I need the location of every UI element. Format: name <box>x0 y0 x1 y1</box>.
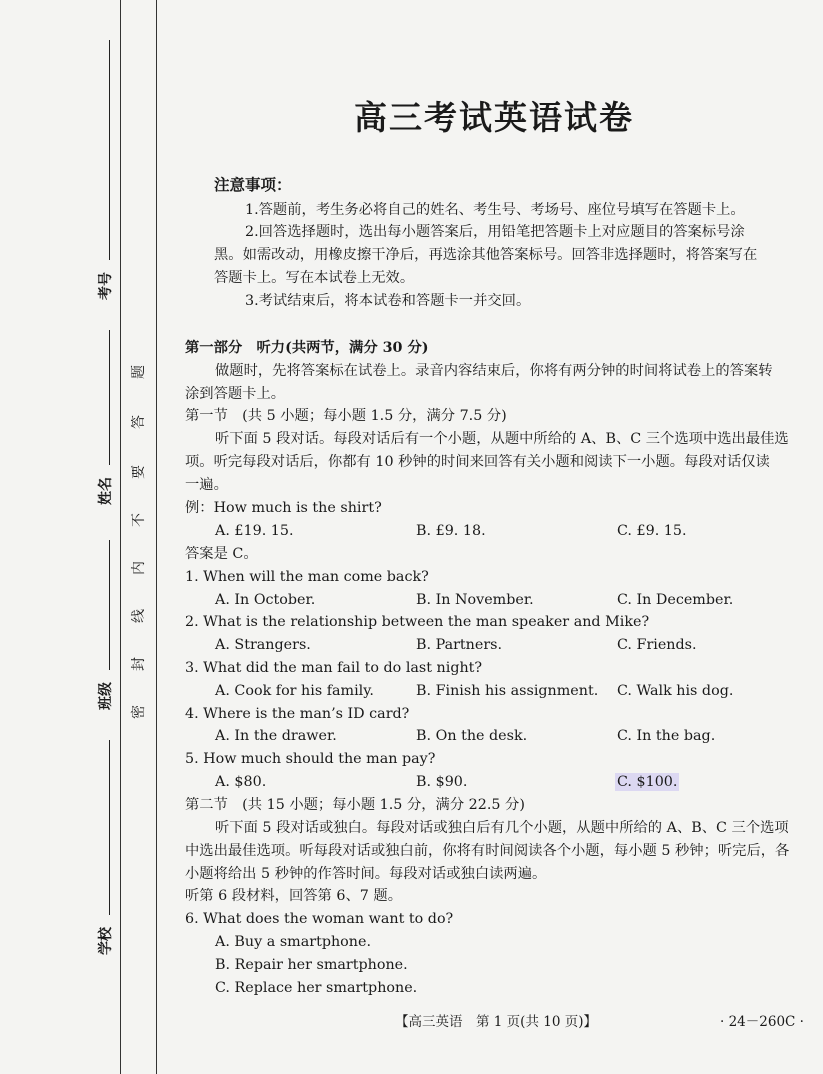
section-instruction: 小题将给出 5 秒钟的作答时间。每段对话或独白读两遍。 <box>185 866 547 882</box>
margin-divider-line <box>120 0 121 1074</box>
section-instruction: 听下面 5 段对话。每段对话后有一个小题，从题中所给的 A、B、C 三个选项中选出最佳选 <box>215 431 789 447</box>
seal-char: 封 <box>131 657 147 671</box>
option-b: B. On the desk. <box>416 728 528 744</box>
option-a: A. Cook for his family. <box>215 683 374 699</box>
seal-char: 密 <box>131 705 147 719</box>
option-a: A. In October. <box>215 592 316 608</box>
option-a: A. In the drawer. <box>215 728 337 744</box>
question-6: 6. What does the woman want to do? <box>185 911 454 927</box>
notice-line: 1.答题前，考生务必将自己的姓名、考生号、考场号、座位号填写在答题卡上。 <box>245 202 745 218</box>
option-a: A. £19. 15. <box>215 523 294 539</box>
option-b: B. £9. 18. <box>416 523 486 539</box>
seal-char: 线 <box>131 609 147 623</box>
name-label: 姓名 <box>98 477 114 505</box>
exam-number-line <box>109 40 110 260</box>
material-note: 听第 6 段材料，回答第 6、7 题。 <box>185 888 403 904</box>
option-c: C. In the bag. <box>617 728 716 744</box>
seal-char: 要 <box>131 465 147 479</box>
question-5: 5. How much should the man pay? <box>185 751 436 767</box>
option-b: B. Partners. <box>416 637 503 653</box>
paper-code: · 24－260C · <box>720 1014 804 1030</box>
notice-line: 黑。如需改动，用橡皮擦干净后，再选涂其他答案标号。回答非选择题时，将答案写在 <box>214 247 758 263</box>
part-heading: 第一部分 听力(共两节，满分 30 分) <box>185 340 429 356</box>
class-label: 班级 <box>98 682 114 710</box>
class-line <box>109 540 110 670</box>
question-1: 1. When will the man come back? <box>185 569 429 585</box>
school-label: 学校 <box>98 927 114 955</box>
page-footer: 【高三英语 第 1 页(共 10 页)】 <box>395 1014 597 1030</box>
section-instruction: 中选出最佳选项。听每段对话或独白前，你将有时间阅读各个小题，每小题 5 秒钟；听完后，各 <box>185 843 790 859</box>
question-3: 3. What did the man fail to do last night? <box>185 660 483 676</box>
option-c: C. Friends. <box>617 637 697 653</box>
section-instruction: 听下面 5 段对话或独白。每段对话或独白后有几个小题，从题中所给的 A、B、C 三个选项 <box>215 820 789 836</box>
name-line <box>109 330 110 465</box>
example-question: 例：How much is the shirt? <box>185 500 382 516</box>
option-b: B. Repair her smartphone. <box>215 957 408 973</box>
option-a: A. $80. <box>215 774 267 790</box>
option-a: A. Strangers. <box>215 637 311 653</box>
option-c: C. £9. 15. <box>617 523 687 539</box>
seal-char: 不 <box>131 513 147 527</box>
school-line <box>109 740 110 915</box>
question-2: 2. What is the relationship between the man speaker and Mike? <box>185 614 650 630</box>
exam-number-label: 考号 <box>98 272 114 300</box>
notice-heading: 注意事项： <box>214 175 292 194</box>
option-c-highlighted: C. $100. <box>617 774 678 790</box>
notice-line: 答题卡上。写在本试卷上无效。 <box>214 270 415 286</box>
margin-divider-line <box>156 0 157 1074</box>
notice-line: 3.考试结束后，将本试卷和答题卡一并交回。 <box>245 293 531 309</box>
section-instruction: 一遍。 <box>185 477 228 493</box>
notice-line: 2.回答选择题时，选出每小题答案后，用铅笔把答题卡上对应题目的答案标号涂 <box>245 224 745 240</box>
option-c: C. In December. <box>617 592 734 608</box>
option-a: A. Buy a smartphone. <box>215 934 371 950</box>
option-c: C. Replace her smartphone. <box>215 980 418 996</box>
example-answer: 答案是 C。 <box>185 546 258 562</box>
seal-char: 内 <box>131 561 147 575</box>
part-intro-line: 涂到答题卡上。 <box>185 386 286 402</box>
seal-char: 答 <box>131 415 147 429</box>
option-b: B. $90. <box>416 774 468 790</box>
section-heading: 第一节 (共 5 小题；每小题 1.5 分，满分 7.5 分) <box>185 408 507 424</box>
option-c: C. Walk his dog. <box>617 683 734 699</box>
section-heading: 第二节 (共 15 小题；每小题 1.5 分，满分 22.5 分) <box>185 797 525 813</box>
section-instruction: 项。听完每段对话后，你都有 10 秒钟的时间来回答有关小题和阅读下一小题。每段对话仅读 <box>185 454 770 470</box>
part-intro-line: 做题时，先将答案标在试卷上。录音内容结束后，你将有两分钟的时间将试卷上的答案转 <box>215 363 773 379</box>
question-4: 4. Where is the man’s ID card? <box>185 706 410 722</box>
binding-margin <box>0 0 160 1074</box>
option-b: B. Finish his assignment. <box>416 683 599 699</box>
seal-char: 题 <box>131 365 147 379</box>
option-b: B. In November. <box>416 592 534 608</box>
page-title: 高三考试英语试卷 <box>354 98 634 137</box>
